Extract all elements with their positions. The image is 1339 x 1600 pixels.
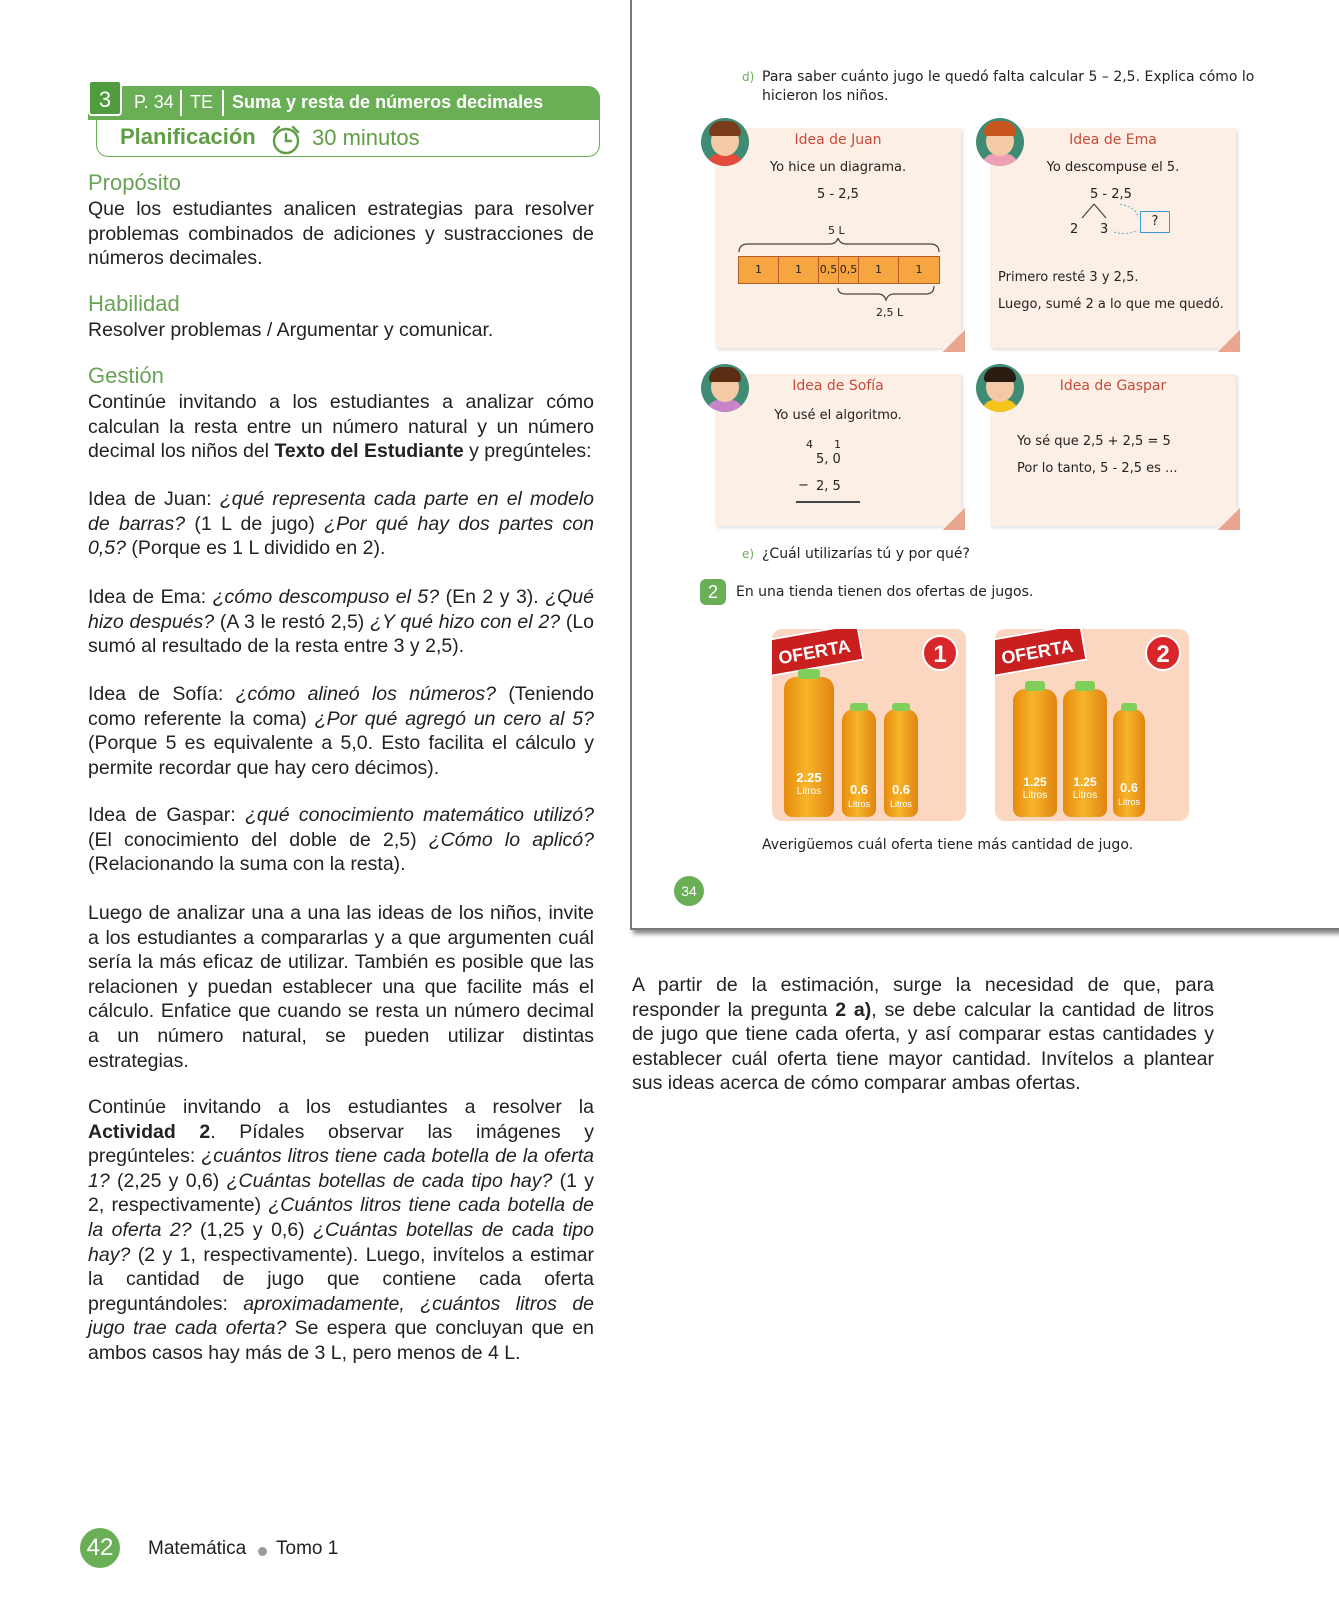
bottle-small <box>1113 709 1145 817</box>
card-fold <box>1218 330 1240 352</box>
lesson-title: Suma y resta de números decimales <box>232 92 544 112</box>
bottle-cap <box>1075 681 1095 691</box>
lesson-number: 3 <box>88 80 122 116</box>
ema-line4: Luego, sumé 2 a lo que me quedó. <box>998 297 1224 312</box>
bar-segment: 1 <box>899 257 939 283</box>
sofia-minus: − <box>798 478 809 493</box>
header-separator <box>180 90 182 116</box>
footer-tomo: Tomo 1 <box>276 1538 339 1559</box>
bottle-volume: 0.6 <box>1119 780 1139 795</box>
bottle-unit: Litros <box>1117 797 1140 807</box>
offer-caption: Averigüemos cuál oferta tiene más cantidad de jugo. <box>762 837 1134 853</box>
gestion-intro: Continúe invitando a los estudiantes a analizar cómo calculan la resta entre un número natural y un número decimal los niños del Texto del Estudiante y pregúnteles: <box>88 391 594 463</box>
gestion-ema: Idea de Ema: ¿cómo descompuso el 5? (En 2 y 3). ¿Qué hizo después? (A 3 le restó 2,5) ¿Y qué hizo con el 2? (Lo sumó al resultado de la resta entre 3 y 2,5). <box>88 586 595 658</box>
estimation-text: A partir de la estimación, surge la necesidad de que, para responder la pregunta 2 a), se debe calcular la cantidad de litros de jugo que tiene cada oferta, y así comparar estas cantidades y establecer cuál oferta tiene mayor cantidad. Invítelos a plantear sus ideas acerca de cómo comparar ambas ofertas. <box>632 974 1214 1095</box>
card-gaspar <box>990 374 1236 526</box>
page-number: 42 <box>80 1528 120 1568</box>
ema-unknown-box: ? <box>1140 211 1170 233</box>
offer-number: 1 <box>922 635 958 671</box>
sofia-line1: Yo usé el algoritmo. <box>774 408 902 423</box>
bottle-medium <box>1013 689 1057 817</box>
te-label: TE <box>190 92 214 112</box>
activity-text: En una tienda tienen dos ofertas de jugos. <box>736 584 1034 600</box>
bottle-unit: Litros <box>1022 790 1048 801</box>
book-page-number: 34 <box>674 876 704 906</box>
habilidad-title: Habilidad <box>88 291 180 316</box>
bottle-unit: Litros <box>796 786 822 797</box>
juan-line2: 5 - 2,5 <box>817 187 859 202</box>
planning-title: Planificación <box>120 124 256 149</box>
card-title-ema: Idea de Ema <box>1069 132 1157 148</box>
gestion-activity: Continúe invitando a los estudiantes a resolver la Actividad 2. Pídales observar las imágenes y pregúnteles: ¿cuántos litros tiene cada botella de la oferta 1? (2,25 y 0,6) ¿Cuántas botellas de cada tipo hay? (1 y 2, respectivamente) ¿Cuántos litros tiene cada botella de la oferta 2? (1,25 y 0,6) ¿Cuántas botellas de cada tipo hay? (2 y 1, respectivamente). Luego, invítelos a estimar la cantidad de jugo que contiene cada oferta preguntándoles: aproximadamente, ¿cuántos litros de jugo trae cada oferta? Se espera que concluyan que en ambos casos hay más de 3 L, pero menos de 4 L. <box>88 1096 595 1364</box>
gestion-title: Gestión <box>88 363 164 388</box>
juan-bottom-label: 2,5 L <box>876 306 904 319</box>
sofia-carry-right: 1 <box>834 438 841 451</box>
bar-segment: 1 <box>739 257 779 283</box>
footer-subject: Matemática <box>148 1538 247 1559</box>
header-separator <box>222 90 224 116</box>
proposito-text: Que los estudiantes analicen estrategias para resolver problemas combinados de adiciones y sustracciones de números decimales. <box>88 198 594 270</box>
bottle-large <box>784 677 834 817</box>
juan-bar-model <box>738 256 940 284</box>
bottle-volume: 1.25 <box>1073 775 1097 789</box>
bottle-volume: 2.25 <box>796 770 822 785</box>
sofia-top-number: 5, 0 <box>816 452 841 467</box>
card-title-sofia: Idea de Sofía <box>792 378 884 394</box>
bar-segment: 0,5 <box>839 257 859 283</box>
offer-number: 2 <box>1145 635 1181 671</box>
juan-line1: Yo hice un diagrama. <box>769 160 907 175</box>
card-fold <box>1218 508 1240 530</box>
card-fold <box>943 330 965 352</box>
offer-tag: OFERTA <box>995 629 1088 677</box>
bottle-cap <box>850 703 868 711</box>
sofia-result-line <box>796 501 860 503</box>
sofia-bottom-number: 2, 5 <box>816 479 841 494</box>
card-fold <box>943 508 965 530</box>
bar-segment: 0,5 <box>819 257 839 283</box>
question-d-text: Para saber cuánto jugo le quedó falta calcular 5 – 2,5. Explica cómo lo hicieron los niños. <box>762 69 1255 104</box>
card-title-juan: Idea de Juan <box>794 132 882 148</box>
bottle-unit: Litros <box>1072 790 1098 801</box>
bottle-volume: 1.25 <box>1023 775 1047 789</box>
offer-2 <box>995 629 1189 821</box>
ema-line1: Yo descompuse el 5. <box>1046 160 1180 175</box>
bottle-cap <box>1025 681 1045 691</box>
bottle-volume: 0.6 <box>849 782 869 797</box>
activity-number: 2 <box>700 579 726 605</box>
sofia-carry-left: 4 <box>806 438 813 451</box>
clock-icon <box>270 124 302 156</box>
bar-segment: 1 <box>779 257 819 283</box>
ema-line2: 5 - 2,5 <box>1090 187 1132 202</box>
gestion-gaspar: Idea de Gaspar: ¿qué conocimiento matemático utilizó? (El conocimiento del doble de 2,5) ¿Cómo lo aplicó? (Relacionando la suma con la resta). <box>88 804 594 876</box>
gestion-compare: Luego de analizar una a una las ideas de los niños, invite a los estudiantes a compararlas y a que argumenten cuál sería la más eficaz de utilizar. También es posible que las relacionen y puedan establecer una que facilite más el cálculo. Enfatice que cuando se resta un número decimal a un número natural, se pueden utilizar distintas estrategias. <box>88 902 594 1072</box>
bottle-cap <box>892 703 910 711</box>
ema-left: 2 <box>1070 222 1079 237</box>
planning-duration: 30 minutos <box>312 125 420 150</box>
bottle-unit: Litros <box>847 799 870 809</box>
ema-right: 3 <box>1100 222 1109 237</box>
question-e-letter: e) <box>742 547 755 561</box>
bottle-volume: 0.6 <box>891 782 911 797</box>
bottle-small <box>884 709 918 817</box>
bottle-cap <box>798 669 820 679</box>
offer-1 <box>772 629 966 821</box>
gaspar-line1: Yo sé que 2,5 + 2,5 = 5 <box>1017 434 1171 449</box>
bottle-small <box>842 709 876 817</box>
footer-dot <box>258 1547 267 1556</box>
question-d-letter: d) <box>742 70 755 84</box>
juan-top-label: 5 L <box>828 224 845 237</box>
ema-line3: Primero resté 3 y 2,5. <box>998 270 1139 285</box>
page-reference: P. 34 <box>134 92 174 112</box>
bottle-medium <box>1063 689 1107 817</box>
question-e-text: ¿Cuál utilizarías tú y por qué? <box>762 546 970 562</box>
bottle-cap <box>1121 703 1137 711</box>
gaspar-line2: Por lo tanto, 5 - 2,5 es ... <box>1017 461 1178 476</box>
gestion-sofia: Idea de Sofía: ¿cómo alineó los números? (Teniendo como referente la coma) ¿Por qué agregó un cero al 5? (Porque 5 es equivalente a 5,0. Esto facilita el cálculo y permite recordar que hay cero décimos). <box>88 683 594 779</box>
card-title-gaspar: Idea de Gaspar <box>1059 378 1167 394</box>
proposito-title: Propósito <box>88 170 181 195</box>
gestion-juan: Idea de Juan: ¿qué representa cada parte en el modelo de barras? (1 L de jugo) ¿Por qué hay dos partes con 0,5? (Porque es 1 L dividido en 2). <box>88 488 594 560</box>
habilidad-text: Resolver problemas / Argumentar y comunicar. <box>88 319 494 341</box>
offer-tag: OFERTA <box>772 629 865 677</box>
bottle-unit: Litros <box>889 799 912 809</box>
bar-segment: 1 <box>859 257 899 283</box>
